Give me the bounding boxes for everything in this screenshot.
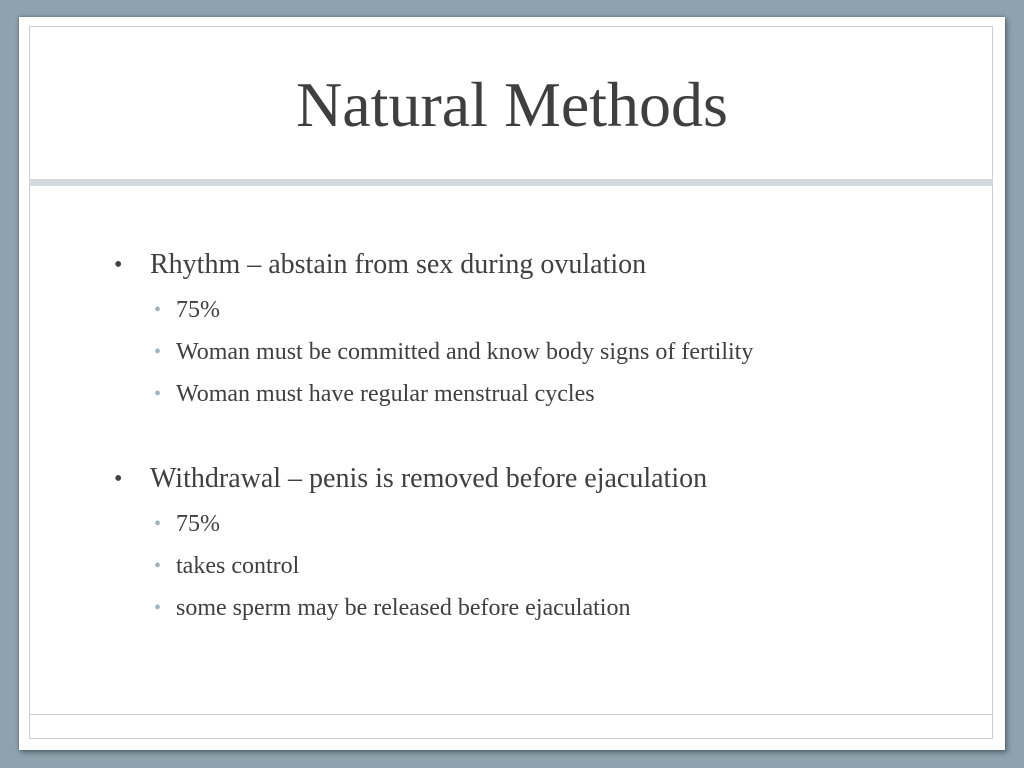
sub-bullet-text: Woman must have regular menstrual cycles xyxy=(176,381,595,407)
sub-bullet-text: 75% xyxy=(176,297,220,323)
sub-bullet-text: some sperm may be released before ejaculation xyxy=(176,595,631,621)
sub-bullet-icon: • xyxy=(154,383,162,405)
sub-bullet-item xyxy=(114,379,974,409)
slide-title: Natural Methods xyxy=(296,69,728,140)
bullet-icon: • xyxy=(114,466,123,492)
slide-content xyxy=(114,247,974,675)
sub-bullet-icon: • xyxy=(154,299,162,321)
sub-bullet-icon: • xyxy=(154,513,162,535)
bullet-item xyxy=(114,461,974,497)
sub-bullet-icon: • xyxy=(154,341,162,363)
sub-bullet-item xyxy=(114,295,974,325)
footer-divider xyxy=(29,714,993,715)
sub-bullet-item xyxy=(114,551,974,581)
bullet-text: Withdrawal – penis is removed before ejaculation xyxy=(150,463,708,494)
sub-bullet-item xyxy=(114,337,974,367)
slide xyxy=(19,17,1005,750)
sub-bullet-text: 75% xyxy=(176,511,220,537)
bullet-group-withdrawal xyxy=(114,461,974,623)
sub-bullet-item xyxy=(114,509,974,539)
sub-bullet-text: takes control xyxy=(176,553,300,579)
sub-bullet-icon: • xyxy=(154,555,162,577)
title-divider xyxy=(29,179,993,186)
bullet-icon: • xyxy=(114,252,123,278)
bullet-item xyxy=(114,247,974,283)
sub-bullet-icon: • xyxy=(154,597,162,619)
bullet-text: Rhythm – abstain from sex during ovulation xyxy=(150,249,647,280)
sub-bullet-item xyxy=(114,593,974,623)
sub-bullet-text: Woman must be committed and know body signs of fertility xyxy=(176,339,754,365)
bullet-group-rhythm xyxy=(114,247,974,409)
